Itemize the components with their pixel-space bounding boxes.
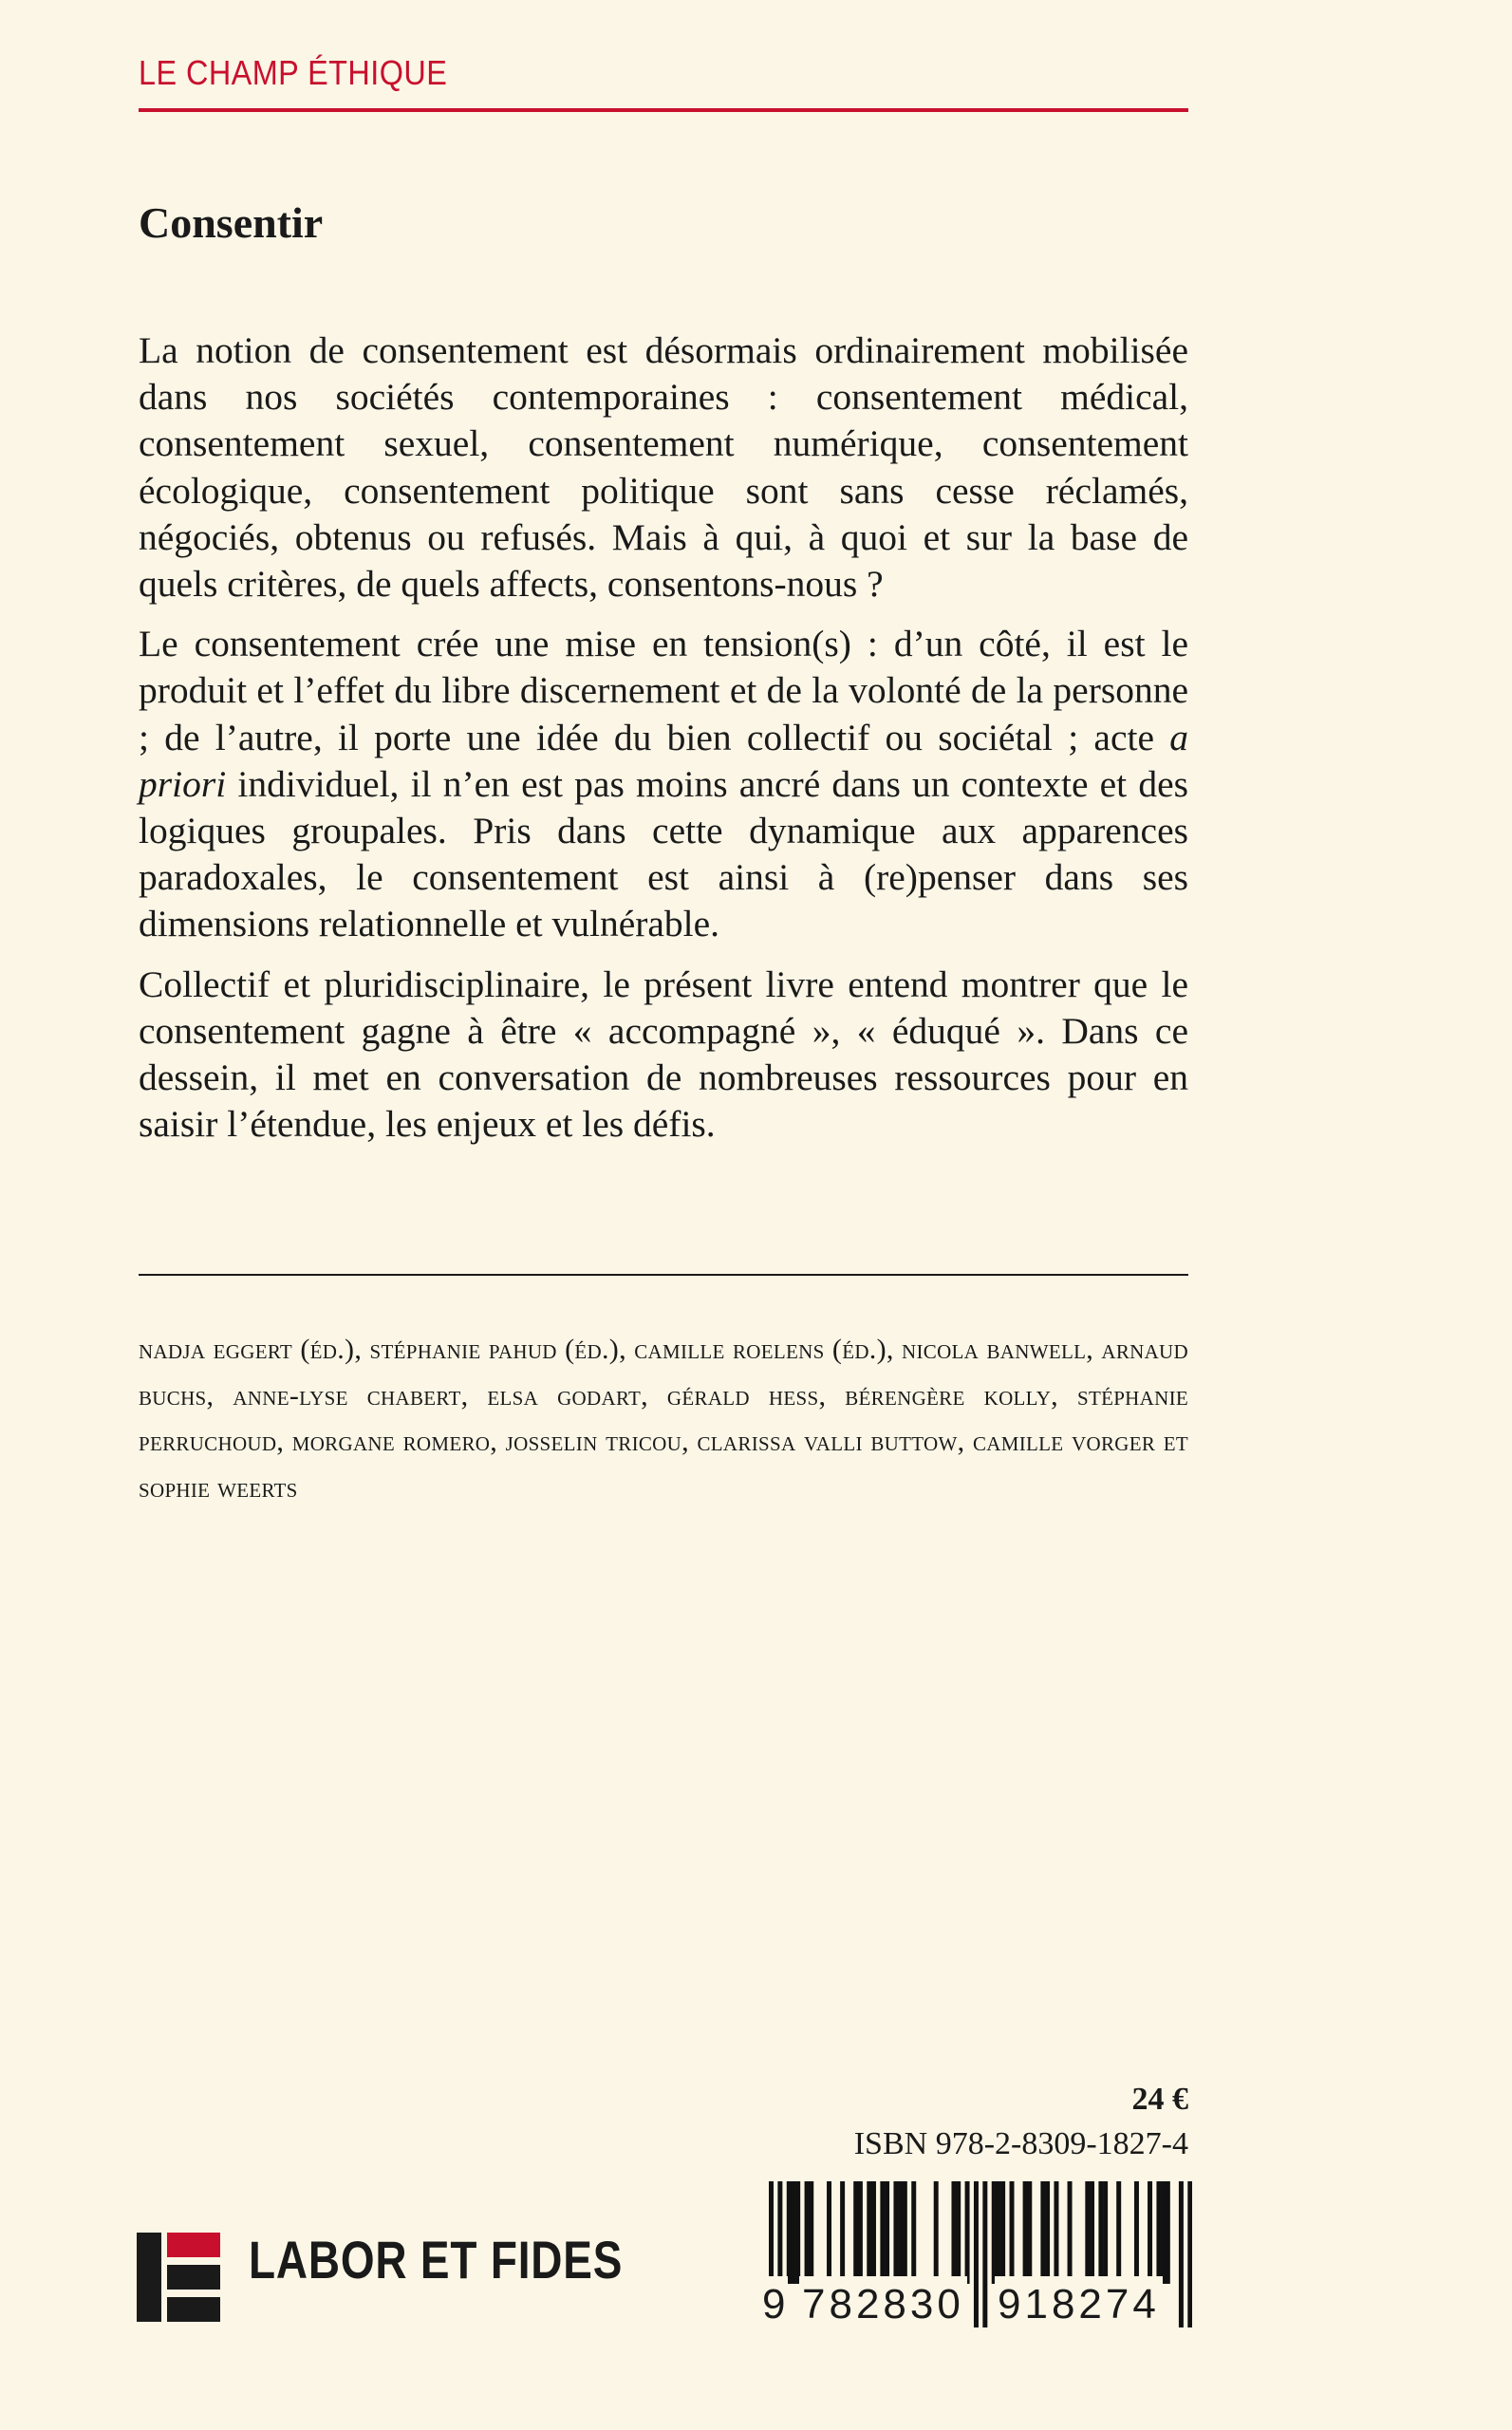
barcode-bar [880, 2181, 885, 2284]
series-title: LE CHAMP ÉTHIQUE [139, 53, 448, 92]
barcode-bar [1000, 2181, 1005, 2284]
barcode-bar [1166, 2181, 1170, 2284]
barcode-bar [1085, 2181, 1090, 2284]
barcode-bar [1116, 2181, 1121, 2284]
barcode-bar [795, 2181, 800, 2284]
barcode-bar [1134, 2181, 1139, 2284]
barcode-bar [1054, 2181, 1058, 2284]
barcode-bar [956, 2181, 961, 2284]
barcode-bar [805, 2181, 810, 2284]
barcode-bar [1090, 2181, 1094, 2284]
blurb-paragraph-3: Collectif et pluridisciplinaire, le présent livre entend montrer que le consentement gagne à être « accompagné », « éduqué ». Dans ce dessein, il met en conversation de nombreuses ressources pour en saisir l’étendue, les enjeux et les défis. [139, 963, 1188, 1146]
barcode-right-digits: 918274 [995, 2276, 1163, 2333]
barcode-left-digits: 782830 [799, 2276, 967, 2333]
barcode-bar [934, 2181, 939, 2284]
section-rule [139, 1274, 1188, 1276]
barcode-bar [965, 2181, 970, 2284]
blurb [139, 327, 1188, 1161]
barcode-bar [1148, 2181, 1152, 2284]
barcode-bar [809, 2181, 813, 2284]
publisher-name: LABOR ET FIDES [249, 2230, 624, 2290]
barcode-bar [858, 2181, 863, 2284]
barcode-bar [1098, 2181, 1103, 2284]
barcode-digits [759, 2276, 1196, 2333]
blurb-p2-italic: a priori [139, 716, 1188, 805]
barcode-bar [1027, 2181, 1032, 2284]
barcode-first-digit: 9 [759, 2276, 788, 2333]
authors-list: nadja eggert (éd.), stéphanie pahud (éd.), camille roelens (éd.), nicola banwell, arnaud buchs, anne-lyse chabert, elsa godart, gérald hess, bérengère kolly, stéphanie perruchoud, morgane romero, josselin tricou, clarissa valli buttow, camille vorger et sophie weerts [139, 1334, 1188, 1504]
barcode-bar [827, 2181, 831, 2284]
barcode-bar [840, 2181, 845, 2284]
barcode-bar [853, 2181, 858, 2284]
barcode-bar [992, 2181, 997, 2284]
barcode-bar [1040, 2181, 1045, 2284]
blurb-p2-start: Le consentement crée une mise en tension(s) : d’un côté, il est le produit et l’effet du libre discernement et de la volonté de la personne ; de l’autre, il porte une idée du bien collectif ou sociétal ; acte [139, 623, 1188, 758]
price: 24 € [1131, 2082, 1188, 2117]
barcode-bar [871, 2181, 876, 2284]
barcode-bar [1010, 2181, 1015, 2284]
barcode-bar [951, 2181, 956, 2284]
barcode-bar [898, 2181, 903, 2284]
header-rule [139, 108, 1188, 112]
barcode-bar [893, 2181, 898, 2284]
barcode-bar [885, 2181, 889, 2284]
barcode-bar [996, 2181, 1000, 2284]
barcode-bar [903, 2181, 907, 2284]
book-title: Consentir [139, 198, 324, 247]
barcode-bar [1068, 2181, 1073, 2284]
barcode-bar [911, 2181, 916, 2284]
barcode-bar [867, 2181, 871, 2284]
barcode-bar [1023, 2181, 1028, 2284]
barcode-bar [1161, 2181, 1166, 2284]
barcode-bar [791, 2181, 795, 2284]
barcode-bar [1103, 2181, 1108, 2284]
blurb-paragraph-2 [139, 621, 1188, 947]
barcode-bar [1156, 2181, 1161, 2284]
blurb-paragraph-1: La notion de consentement est désormais ordinairement mobilisée dans nos sociétés contemporaines : consentement médical, consentement sexuel, consentement numérique, consentement écologique, consentement politique sont sans cesse réclamés, négociés, obtenus ou refusés. Mais à qui, à quoi et sur la base de quels critères, de quels affects, consentons-nous ? [139, 329, 1188, 606]
isbn: ISBN 978-2-8309-1827-4 [853, 2126, 1188, 2161]
blurb-p2-end: individuel, il n’en est pas moins ancré dans un contexte et des logiques groupales. Pris dans cette dynamique aux apparences paradoxales, le consentement est ainsi à (re)penser dans ses dimensions relationnelle et vulnérable. [139, 762, 1188, 945]
barcode-bar [787, 2181, 792, 2284]
publisher-logo-icon [137, 2233, 220, 2322]
barcode-bar [1045, 2181, 1050, 2284]
